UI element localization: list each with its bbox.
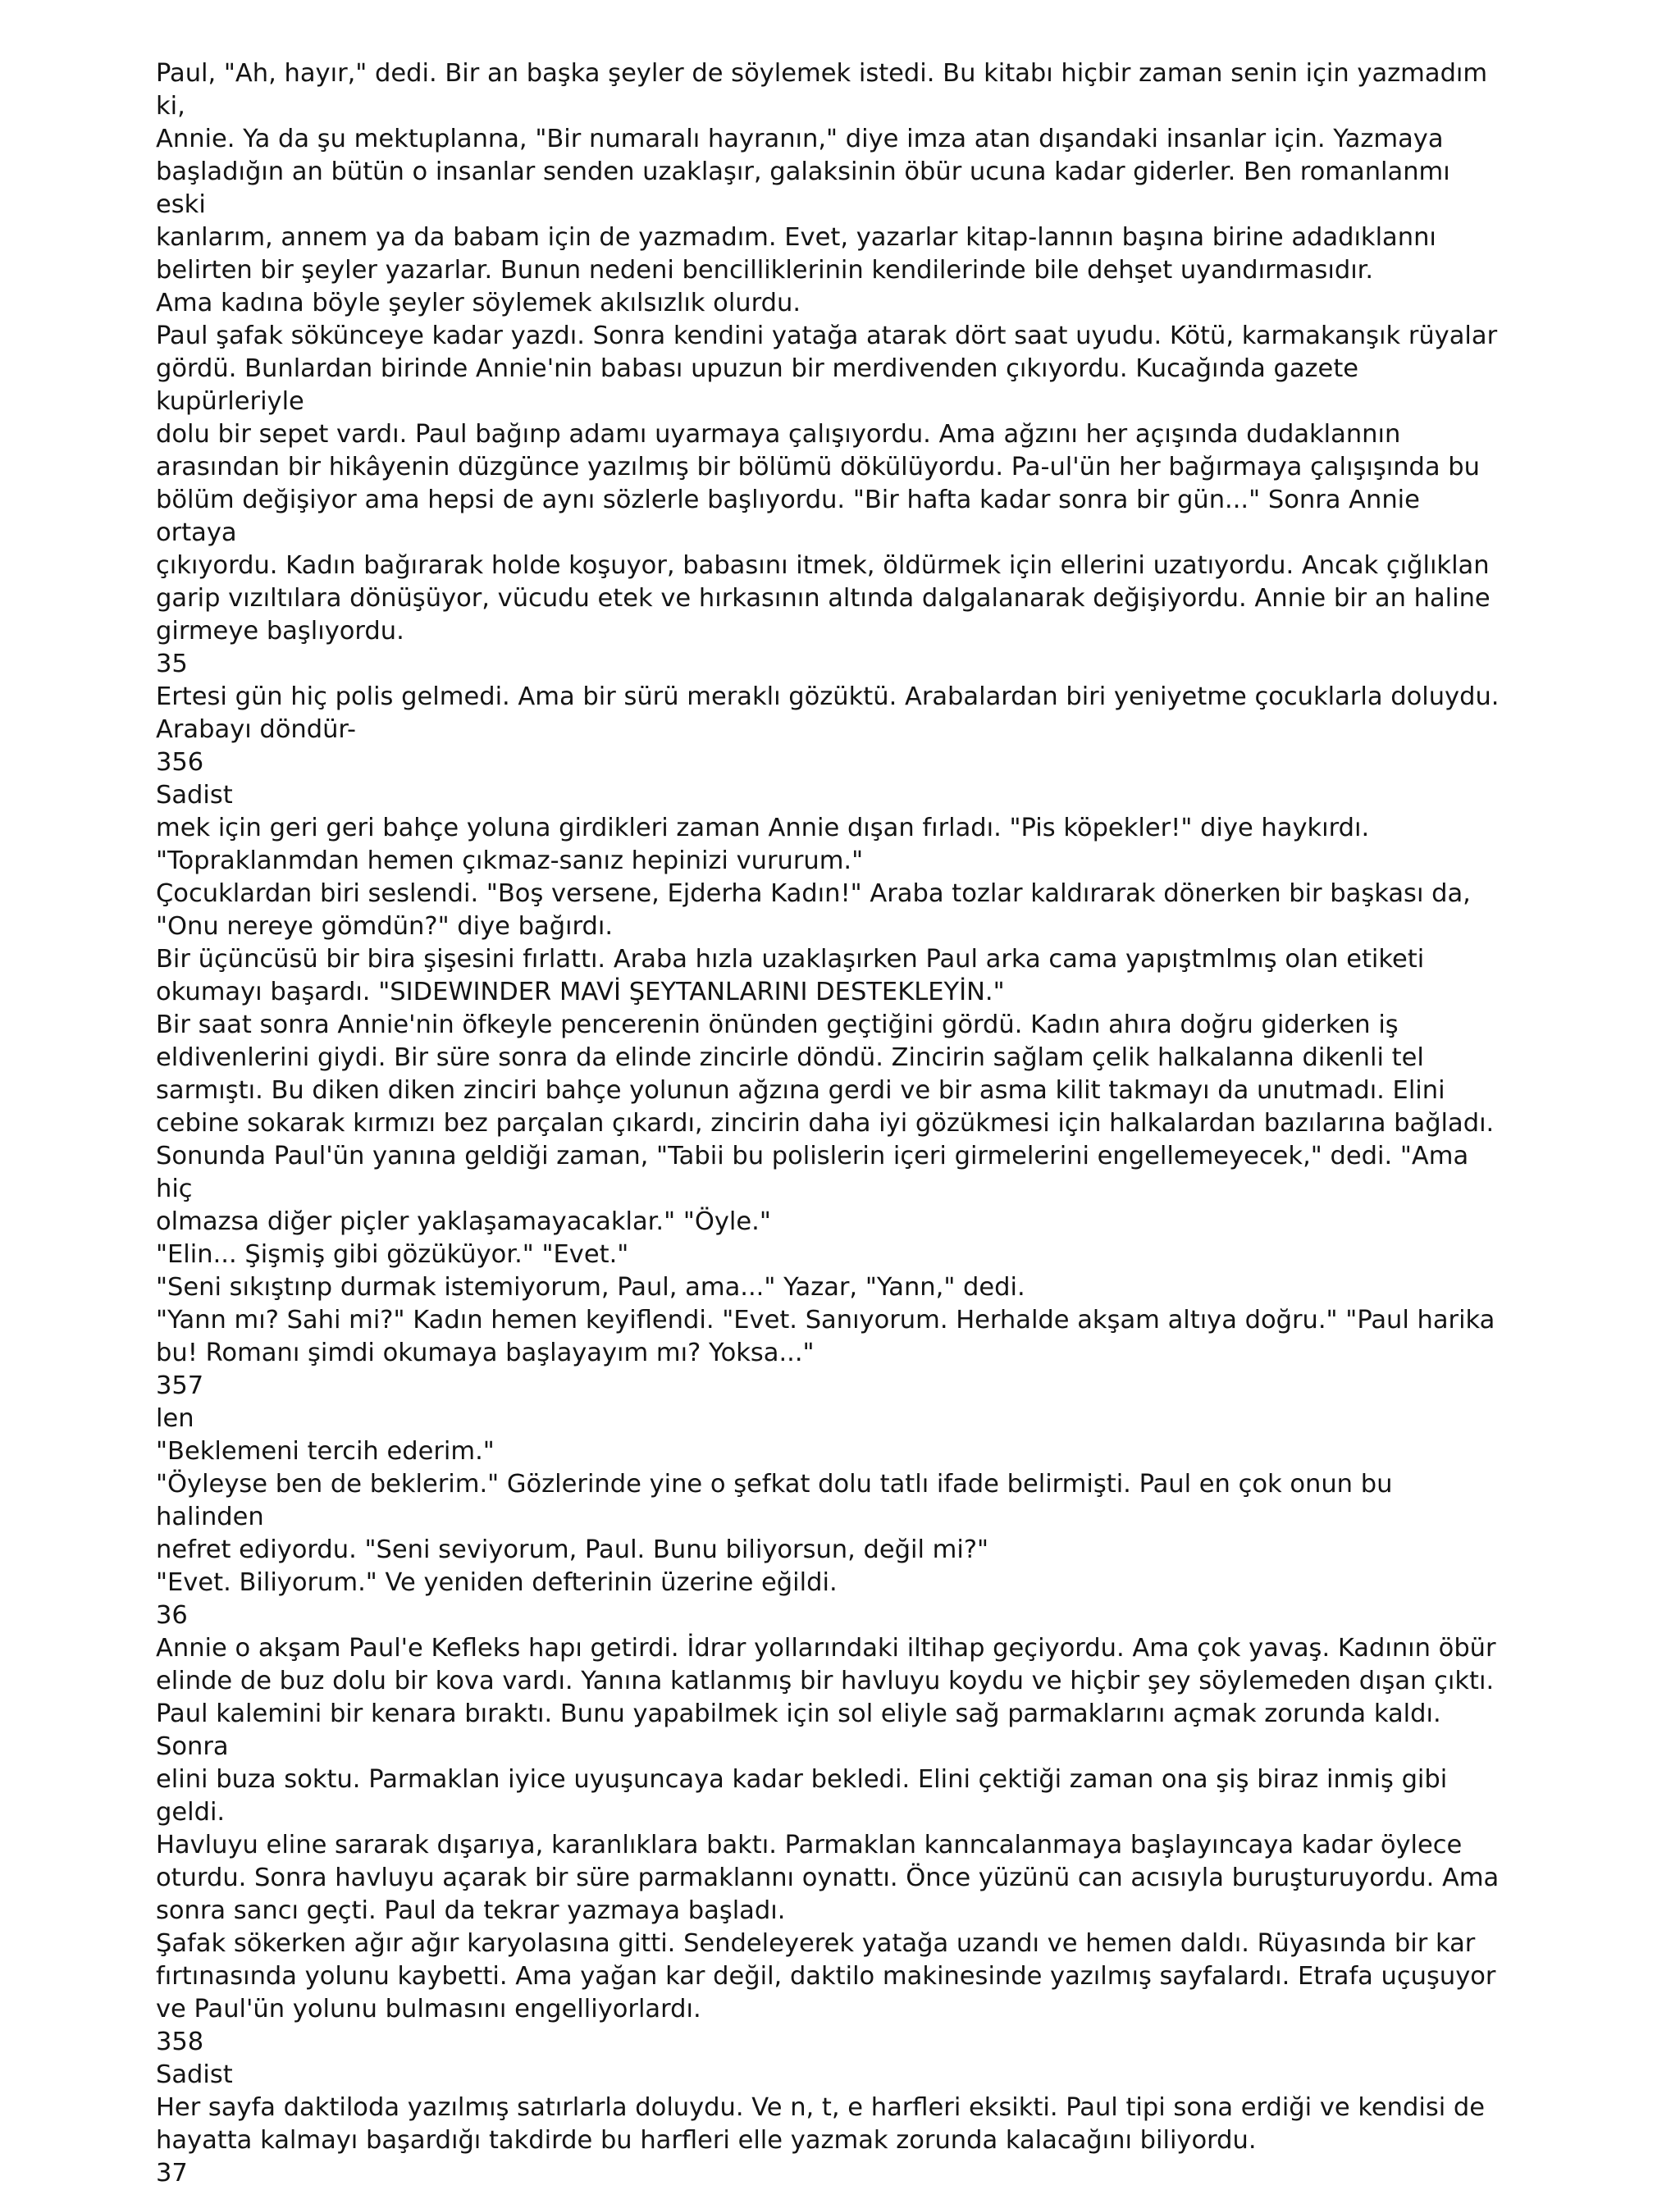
- text-line: Paul şafak sökünceye kadar yazdı. Sonra kendini yatağa atarak dört saat uyudu. Kötü, karmakanşık rüyalar: [156, 322, 1498, 350]
- running-header: Sadist: [156, 781, 233, 810]
- text-line: okumayı başardı. "SIDEWINDER MAVİ ŞEYTANLARINI DESTEKLEYİN.": [156, 978, 1005, 1006]
- text-line: "Seni sıkıştınp durmak istemiyorum, Paul, ama..." Yazar, "Yann," dedi.: [156, 1273, 1025, 1302]
- text-line: elini buza soktu. Parmaklan iyice uyuşuncaya kadar bekledi. Elini çektiği zaman ona şiş biraz inmiş gibi geldi.: [156, 1765, 1448, 1827]
- text-line: Arabayı döndür-: [156, 715, 356, 744]
- text-line: nefret ediyordu. "Seni seviyorum, Paul. Bunu biliyorsun, değil mi?": [156, 1535, 989, 1564]
- text-line: Bir saat sonra Annie'nin öfkeyle pencerenin önünden geçtiğini gördü. Kadın ahıra doğru giderken iş: [156, 1011, 1399, 1039]
- text-line: Ama kadına böyle şeyler söylemek akılsızlık olurdu.: [156, 289, 801, 317]
- text-line: oturdu. Sonra havluyu açarak bir süre parmaklannı oynattı. Önce yüzünü can acısıyla buruşturuyordu. Ama: [156, 1864, 1500, 1892]
- page-number: 356: [156, 748, 204, 777]
- text-line: başladığın an bütün o insanlar senden uzaklaşır, galaksinin öbür ucuna kadar giderler. Ben romanlanmı eski: [156, 157, 1450, 219]
- text-line: arasından bir hikâyenin düzgünce yazılmış bir bölümü dökülüyordu. Pa-ul'ün her bağırmaya çalışışında bu: [156, 453, 1480, 481]
- text-line: belirten bir şeyler yazarlar. Bunun nedeni bencilliklerinin kendilerinde bile dehşet uyandırmasıdır.: [156, 256, 1374, 285]
- text-line: Paul kalemini bir kenara bıraktı. Bunu yapabilmek için sol eliyle sağ parmaklarını açmak zorunda kaldı. Sonra: [156, 1700, 1441, 1761]
- text-line: Ertesi gün hiç polis gelmedi. Ama bir sürü meraklı gözüktü. Arabalardan biri yeniyetme çocuklarla doluydu.: [156, 682, 1500, 711]
- text-line: Sonunda Paul'ün yanına geldiği zaman, "Tabii bu polislerin içeri girmelerini engellemeyecek," dedi. "Ama hiç: [156, 1142, 1469, 1203]
- text-line: bu! Romanı şimdi okumaya başlayayım mı? Yoksa...": [156, 1339, 815, 1367]
- text-line: Annie o akşam Paul'e Kefleks hapı getirdi. İdrar yollarındaki iltihap geçiyordu. Ama çok yavaş. Kadının öbür: [156, 1634, 1496, 1663]
- text-line: fırtınasında yolunu kaybetti. Ama yağan kar değil, daktilo makinesinde yazılmış sayfalardı. Etrafa uçuşuyor: [156, 1962, 1496, 1991]
- text-line: "Topraklanmdan hemen çıkmaz-sanız hepinizi vururum.": [156, 846, 864, 875]
- page-number: 357: [156, 1371, 204, 1400]
- text-line: eldivenlerini giydi. Bir süre sonra da elinde zincirle döndü. Zincirin sağlam çelik halkalanna dikenli tel: [156, 1043, 1424, 1072]
- text-line: Çocuklardan biri seslendi. "Boş versene, Ejderha Kadın!" Araba tozlar kaldırarak dönerken bir başkası da,: [156, 879, 1471, 908]
- document-page: [156, 57, 1501, 2190]
- text-line: gördü. Bunlardan birinde Annie'nin babası upuzun bir merdivenden çıkıyordu. Kucağında gazete kupürleriyle: [156, 354, 1359, 416]
- text-line: ve Paul'ün yolunu bulmasını engelliyorlardı.: [156, 1995, 701, 2023]
- text-line: "Beklemeni tercih ederim.": [156, 1437, 495, 1466]
- text-line: olmazsa diğer piçler yaklaşamayacaklar." "Öyle.": [156, 1207, 771, 1236]
- text-line: "Yann mı? Sahi mi?" Kadın hemen keyiflendi. "Evet. Sanıyorum. Herhalde akşam altıya doğru." "Paul harika: [156, 1306, 1495, 1335]
- text-line: girmeye başlıyordu.: [156, 617, 404, 646]
- text-line: bölüm değişiyor ama hepsi de aynı sözlerle başlıyordu. "Bir hafta kadar sonra bir gün..." Sonra Annie ortaya: [156, 486, 1420, 547]
- text-line: mek için geri geri bahçe yoluna girdikleri zaman Annie dışan fırladı. "Pis köpekler!" diye haykırdı.: [156, 814, 1370, 842]
- text-line: Annie. Ya da şu mektuplanna, "Bir numaralı hayranın," diye imza atan dışandaki insanlar için. Yazmaya: [156, 125, 1444, 153]
- text-line: dolu bir sepet vardı. Paul bağınp adamı uyarmaya çalışıyordu. Ama ağzını her açışında dudaklannın: [156, 420, 1401, 449]
- running-header: len: [156, 1404, 194, 1433]
- text-line: Her sayfa daktiloda yazılmış satırlarla doluydu. Ve n, t, e harfleri eksikti. Paul tipi sona erdiği ve kendisi de: [156, 2093, 1486, 2122]
- text-line: cebine sokarak kırmızı bez parçalan çıkardı, zincirin daha iyi gözükmesi için halkalardan bazılarına bağladı.: [156, 1109, 1495, 1138]
- text-line: Paul, "Ah, hayır," dedi. Bir an başka şeyler de söylemek istedi. Bu kitabı hiçbir zaman senin için yazmadım ki,: [156, 59, 1488, 121]
- text-line: "Öyleyse ben de beklerim." Gözlerinde yine o şefkat dolu tatlı ifade belirmişti. Paul en çok onun bu halinden: [156, 1470, 1393, 1531]
- text-line: "Elin... Şişmiş gibi gözüküyor." "Evet.": [156, 1240, 629, 1269]
- text-line: Bir üçüncüsü bir bira şişesini fırlattı. Araba hızla uzaklaşırken Paul arka cama yapıştmlmış olan etiketi: [156, 945, 1425, 974]
- text-line: sarmıştı. Bu diken diken zinciri bahçe yolunun ağzına gerdi ve bir asma kilit takmayı da unutmadı. Elini: [156, 1076, 1445, 1105]
- section-number: 36: [156, 1601, 188, 1630]
- text-line: sonra sancı geçti. Paul da tekrar yazmaya başladı.: [156, 1896, 786, 1925]
- text-line: hayatta kalmayı başardığı takdirde bu harfleri elle yazmak zorunda kalacağını biliyordu.: [156, 2126, 1257, 2155]
- text-line: "Evet. Biliyorum." Ve yeniden defterinin üzerine eğildi.: [156, 1568, 838, 1597]
- text-line: garip vızıltılara dönüşüyor, vücudu etek ve hırkasının altında dalgalanarak değişiyordu. Annie bir an haline: [156, 584, 1491, 613]
- section-number: 35: [156, 650, 188, 678]
- text-line: Şafak sökerken ağır ağır karyolasına gitti. Sendeleyerek yatağa uzandı ve hemen daldı. Rüyasında bir kar: [156, 1929, 1476, 1958]
- text-line: "Onu nereye gömdün?" diye bağırdı.: [156, 912, 614, 941]
- page-number: 358: [156, 2028, 204, 2056]
- text-line: kanlarım, annem ya da babam için de yazmadım. Evet, yazarlar kitap-lannın başına birine adadıklannı: [156, 223, 1436, 252]
- section-number: 37: [156, 2159, 188, 2188]
- text-line: çıkıyordu. Kadın bağırarak holde koşuyor, babasını itmek, öldürmek için ellerini uzatıyordu. Ancak çığlıklan: [156, 551, 1490, 580]
- text-line: elinde de buz dolu bir kova vardı. Yanına katlanmış bir havluyu koydu ve hiçbir şey söylemeden dışan çıktı.: [156, 1667, 1495, 1695]
- running-header: Sadist: [156, 2060, 233, 2089]
- text-line: Havluyu eline sararak dışarıya, karanlıklara baktı. Parmaklan kanncalanmaya başlayıncaya kadar öylece: [156, 1831, 1463, 1859]
